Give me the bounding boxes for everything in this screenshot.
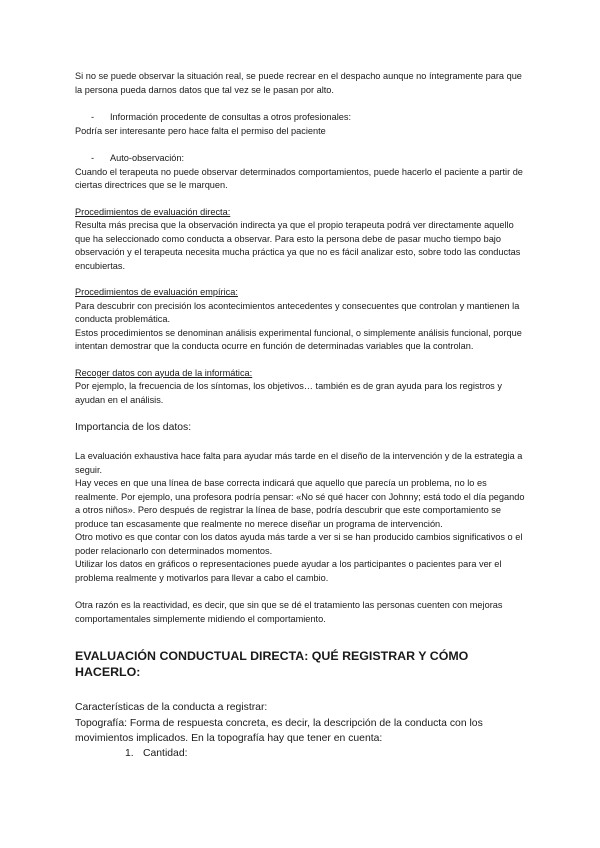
heading-evaluacion-empirica: Procedimientos de evaluación empírica: — [75, 287, 238, 297]
bullet-dash: - — [91, 153, 95, 163]
heading-evaluacion-directa: Procedimientos de evaluación directa: — [75, 206, 231, 217]
bullet-dash: - — [91, 112, 95, 122]
numbered-list-item — [75, 746, 530, 761]
bullet-item-autoobservacion — [75, 152, 530, 166]
paragraph-topografia: Topografía: Forma de respuesta concreta, es decir, la descripción de la conducta con los movimientos implicados. En la topografía hay que tener en cuenta: — [75, 718, 483, 744]
list-item-text: Cantidad: — [143, 748, 188, 759]
heading-informatica: Recoger datos con ayuda de la informática: — [75, 367, 253, 378]
bullet-label: Información procedente de consultas a otros profesionales: — [110, 112, 352, 122]
paragraph-observacion: Si no se puede observar la situación real, se puede recrear en el despacho aunque no íntegramente para que la persona pueda darnos datos que tal vez se le pasan por alto. — [75, 71, 522, 95]
paragraph-consultas: Podría ser interesante pero hace falta el permiso del paciente — [75, 125, 326, 136]
paragraph-importancia-4: Utilizar los datos en gráficos o representaciones puede ayudar a los participantes o pacientes para ver el problema realmente y motivarlos para llevar a cabo el cambio. — [75, 559, 502, 583]
heading-importancia: Importancia de los datos: — [75, 422, 192, 433]
paragraph-importancia-3: Otro motivo es que contar con los datos ayuda más tarde a ver si se han producido cambios significativos o el poder relacionarlo con determinados momentos. — [75, 532, 523, 556]
paragraph-importancia-5: Otra razón es la reactividad, es decir, que sin que se dé el tratamiento las personas cuenten con mejoras comportamentales simplemente midiendo el comportamiento. — [75, 600, 503, 624]
paragraph-empirica-2: Estos procedimientos se denominan análisis experimental funcional, o simplemente análisis funcional, porque intentan demostrar que la conducta ocurre en función de determinadas variables que la controlan. — [75, 327, 522, 351]
paragraph-autoobservacion: Cuando el terapeuta no puede observar determinados comportamientos, puede hacerlo el paciente a partir de ciertas directrices que se le marquen. — [75, 166, 523, 190]
paragraph-informatica: Por ejemplo, la frecuencia de los síntomas, los objetivos… también es de gran ayuda para los registros y ayudan en el análisis. — [75, 381, 502, 405]
paragraph-empirica-1: Para descubrir con precisión los acontecimientos antecedentes y consecuentes que controlan y mantienen la conducta problemática. — [75, 300, 520, 324]
document-page — [75, 70, 530, 761]
paragraph-caracteristicas: Características de la conducta a registrar: — [75, 702, 268, 713]
bullet-label: Auto-observación: — [110, 153, 185, 163]
bullet-item-consultas — [75, 111, 530, 125]
paragraph-evaluacion-directa: Resulta más precisa que la observación indirecta ya que el propio terapeuta podrá ver directamente aquello que ha seleccionado como conducta a observar. Para esto la persona debe de pasar mucho tiempo bajo observación y el terapeuta necesita mucha práctica ya que no es fácil analizar esto, sobre todo las conductas encubiertas. — [75, 220, 521, 271]
list-number: 1. — [125, 748, 134, 759]
paragraph-importancia-2: Hay veces en que una línea de base correcta indicará que aquello que parecía un problema, no lo es realmente. Por ejemplo, una profesora podría pensar: «No sé qué hacer con Johnny; está todo el día pegando a otros niños». Pero después de registrar la línea de base, podría descubrir que este comportamiento se produce tan escasamente que realmente no merece diseñar un programa de intervención. — [75, 478, 525, 529]
paragraph-importancia-1: La evaluación exhaustiva hace falta para ayudar más tarde en el diseño de la intervención y de la estrategia a seguir. — [75, 451, 523, 475]
section-title: EVALUACIÓN CONDUCTUAL DIRECTA: QUÉ REGISTRAR Y CÓMO HACERLO: — [75, 649, 469, 679]
